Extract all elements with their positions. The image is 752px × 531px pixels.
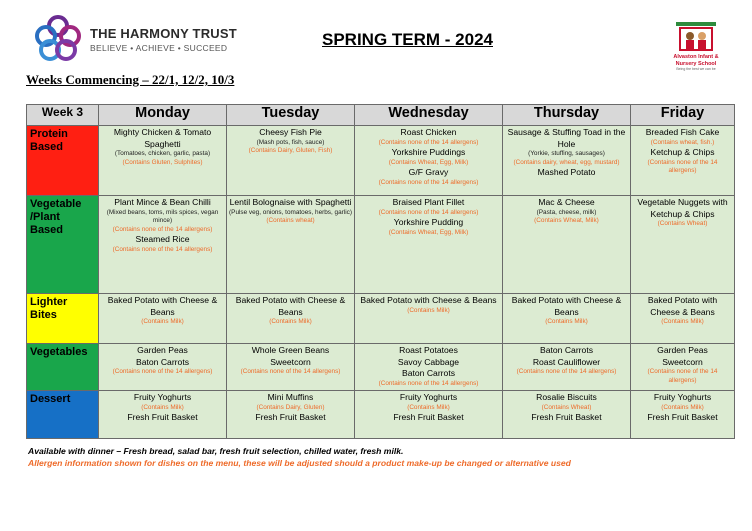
dish-name: Mini Muffins [267,392,314,402]
dish-name: Baked Potato with Cheese & Beans [107,295,218,317]
menu-cell-friday [631,391,735,439]
dish-name: Yorkshire Puddings [391,147,466,157]
allergen-info: (Contains Milk) [407,306,450,314]
allergen-note: Allergen information shown for dishes on the menu, these will be adjusted should a product make-up be changed or alternative used [28,458,571,468]
menu-cell-monday [99,294,227,344]
dish-name: G/F Gravy [408,167,449,177]
allergen-info: (Contains Wheat, Egg, Milk) [388,158,469,166]
dish-name: Roast Potatoes [399,345,458,355]
day-header-wednesday: Wednesday [355,105,503,126]
dish-name: Fresh Fruit Basket [647,412,718,422]
menu-cell-wednesday [355,126,503,196]
menu-row-vegetables [27,344,735,391]
dish-name: Mac & Cheese [538,197,595,207]
dish-name: Fresh Fruit Basket [127,412,198,422]
dish-name: Vegetable Nuggets with Ketchup & Chips [637,197,728,219]
allergen-info: (Contains Milk) [545,318,588,325]
menu-cell-monday [99,344,227,391]
allergen-info: (Contains dairy, wheat, egg, mustard) [513,158,620,166]
allergen-info: (Contains Wheat, Milk) [534,217,599,224]
dish-ingredients: (Mixed beans, toms, mils spices, vegan mince) [106,208,219,224]
allergen-info: (Contains wheat, fish.) [650,138,715,146]
menu-cell-thursday [503,294,631,344]
category-label: Lighter Bites [27,294,99,344]
allergen-info: (Contains wheat) [266,217,315,224]
allergen-info: (Contains Wheat) [657,220,708,227]
menu-table [26,104,735,439]
allergen-info: (Contains Dairy, Gluten, Fish) [248,147,333,154]
menu-row-vegetable-plant-based [27,196,735,294]
category-label: Vegetables [27,344,99,391]
dish-name: Baton Carrots [401,368,456,378]
week-label: Week 3 [27,105,99,126]
menu-row-dessert [27,391,735,439]
menu-cell-thursday [503,126,631,196]
dish-name: Fresh Fruit Basket [393,412,464,422]
dish-name: Sausage & Stuffing Toad in the Hole [507,127,626,149]
allergen-info: (Contains none of the 14 allergens) [112,225,213,233]
allergen-info: (Contains none of the 14 allergens) [112,368,213,375]
trust-name: THE HARMONY TRUST [90,26,237,41]
dish-name: Garden Peas [657,345,708,355]
allergen-info: (Contains Milk) [141,403,184,411]
dish-name: Whole Green Beans [251,345,330,355]
menu-cell-friday [631,126,735,196]
menu-cell-tuesday [227,294,355,344]
menu-row-lighter-bites [27,294,735,344]
dish-ingredients: (Mash pots, fish, sauce) [256,138,325,146]
menu-cell-monday [99,126,227,196]
dish-name: Savoy Cabbage [397,356,460,367]
menu-cell-thursday [503,196,631,294]
page-title: SPRING TERM - 2024 [322,30,493,49]
category-label: Protein Based [27,126,99,196]
day-header-thursday: Thursday [503,105,631,126]
available-note: Available with dinner – Fresh bread, salad bar, fresh fruit selection, chilled water, fresh milk. [28,446,404,456]
dish-name: Baked Potato with Cheese & Beans [360,295,497,305]
dish-name: Ketchup & Chips [650,147,715,157]
menu-cell-thursday [503,391,631,439]
menu-cell-wednesday [355,344,503,391]
allergen-info: (Contains Dairy, Gluten) [256,403,325,411]
menu-cell-tuesday [227,344,355,391]
allergen-info: (Contains none of the 14 allergens) [378,178,479,186]
school-logo [676,18,716,52]
menu-cell-tuesday [227,126,355,196]
allergen-info: (Contains none of the 14 allergens) [112,245,213,253]
weeks-commencing: Weeks Commencing – 22/1, 12/2, 10/3 [26,72,235,87]
allergen-info: (Contains Milk) [141,318,184,325]
dish-name: Roast Cauliflower [532,356,601,367]
dish-name: Lentil Bolognaise with Spaghetti [229,197,352,207]
allergen-info: (Contains Gluten, Sulphites) [122,158,203,166]
dish-name: Fresh Fruit Basket [531,412,602,422]
menu-cell-wednesday [355,294,503,344]
dish-name: Mashed Potato [537,167,596,177]
day-header-tuesday: Tuesday [227,105,355,126]
dish-name: Breaded Fish Cake [645,127,720,137]
dish-name: Plant Mince & Bean Chilli [114,197,211,207]
dish-name: Baked Potato with Cheese & Beans [235,295,346,317]
dish-ingredients: (Tomatoes, chicken, garlic, pasta) [114,150,211,157]
dish-name: Roast Chicken [400,127,457,137]
dish-name: Fruity Yoghurts [653,392,712,402]
dish-name: Yorkshire Pudding [393,217,464,227]
dish-name: Sweetcorn [270,356,311,367]
trust-tagline: BELIEVE • ACHIEVE • SUCCEED [90,43,228,53]
dish-name: Fresh Fruit Basket [255,412,326,422]
menu-cell-tuesday [227,391,355,439]
allergen-info: (Contains none of the 14 allergens) [647,368,718,384]
menu-cell-friday [631,344,735,391]
allergen-info: (Contains Milk) [407,403,450,411]
allergen-info: (Contains none of the 14 allergens) [240,368,341,375]
menu-cell-wednesday [355,391,503,439]
dish-ingredients: (Pulse veg, onions, tomatoes, herbs, garlic) [229,208,352,216]
allergen-info: (Contains none of the 14 allergens) [516,368,617,375]
menu-cell-thursday [503,344,631,391]
school-name: Alvaston Infant & Nursery School [673,54,719,67]
allergen-info: (Contains Milk) [661,403,704,411]
dish-name: Cheesy Fish Pie [259,127,322,137]
dish-name: Mighty Chicken & Tomato Spaghetti [113,127,212,149]
menu-cell-tuesday [227,196,355,294]
table-header-row [27,105,735,126]
dish-name: Sweetcorn [662,356,703,367]
dish-name: Garden Peas [137,345,188,355]
harmony-trust-logo [30,14,86,66]
allergen-info: (Contains none of the 14 allergens) [378,208,479,216]
category-label: Vegetable /Plant Based [27,196,99,294]
allergen-info: (Contains none of the 14 allergens) [647,158,718,174]
menu-row-protein-based [27,126,735,196]
dish-name: Baton Carrots [135,356,190,367]
menu-cell-friday [631,196,735,294]
dish-ingredients: (Yorkie, stuffing, sausages) [528,150,605,157]
dish-name: Baton Carrots [539,345,594,355]
menu-cell-wednesday [355,196,503,294]
allergen-info: (Contains none of the 14 allergens) [378,379,479,387]
allergen-info: (Contains Milk) [661,318,704,325]
menu-cell-monday [99,196,227,294]
allergen-info: (Contains none of the 14 allergens) [378,138,479,146]
category-label: Dessert [27,391,99,439]
menu-cell-monday [99,391,227,439]
dish-name: Steamed Rice [135,234,190,244]
dish-name: Baked Potato with Cheese & Beans [511,295,622,317]
day-header-friday: Friday [631,105,735,126]
dish-name: Rosalie Biscuits [536,392,597,402]
school-motto: Being the best we can be [676,67,716,71]
day-header-monday: Monday [99,105,227,126]
allergen-info: (Contains Milk) [269,318,312,325]
allergen-info: (Contains Wheat, Egg, Milk) [388,228,469,236]
dish-name: Fruity Yoghurts [133,392,192,402]
dish-ingredients: (Pasta, cheese, milk) [536,208,597,216]
dish-name: Braised Plant Fillet [392,197,465,207]
dish-name: Fruity Yoghurts [399,392,458,402]
menu-cell-friday [631,294,735,344]
allergen-info: (Contains Wheat) [541,403,592,411]
dish-name: Baked Potato with Cheese & Beans [647,295,718,317]
